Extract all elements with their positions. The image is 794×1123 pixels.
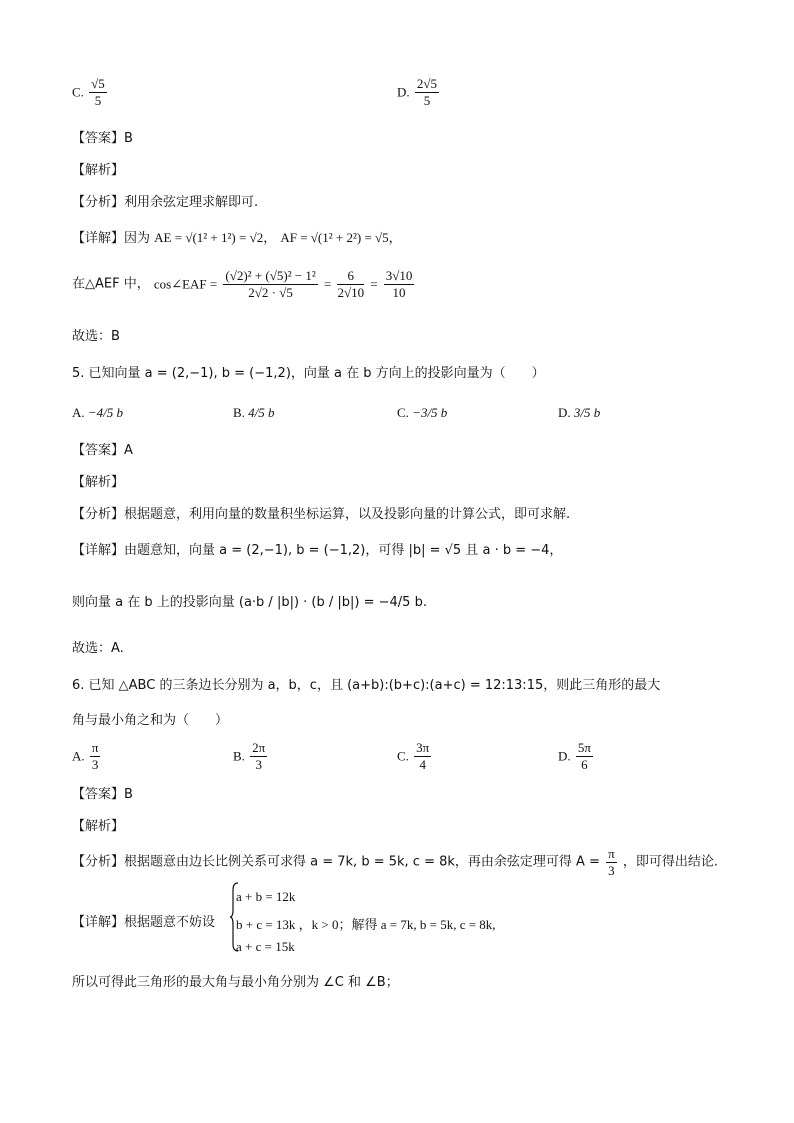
q4-cos-line	[72, 268, 416, 301]
option-d-numerator: 2√5	[416, 76, 438, 91]
q4-cos-fraction-3	[384, 268, 415, 301]
q6-system-eq-2: b + c = 13k ，k > 0；解得 a = 7k, b = 5k, c = 8k,	[236, 917, 496, 932]
q4-cos-fraction-2	[337, 268, 364, 301]
q4-cos-denominator: 2√2 · √5	[248, 285, 293, 300]
q6-stem-line-1: 6. 已知 △ABC 的三条边长分别为 a，b，c，且 (a+b):(b+c):(a+c) = 12:13:15，则此三角形的最大	[72, 678, 661, 693]
q4-cos-frac3-num: 3√10	[385, 268, 413, 283]
q4-cos-numerator: (√2)² + (√5)² − 1²	[225, 268, 316, 283]
q5-option-c	[397, 405, 447, 421]
q6-system-eq-1: a + b = 12k	[236, 889, 296, 904]
q5-choose: 故选：A.	[72, 641, 124, 656]
q5-option-a	[72, 405, 123, 421]
q5-option-b	[233, 405, 275, 421]
q4-cos-frac2-den: 2√10	[337, 285, 365, 300]
q5-option-b-value: 4/5 b	[248, 405, 275, 420]
q6-option-d-label: D.	[558, 748, 571, 764]
q4-ae-expression: AE = √(1² + 1²) = √2，	[154, 230, 277, 245]
q5-analysis-heading: 【解析】	[72, 475, 125, 490]
q6-option-c-fraction	[414, 740, 431, 773]
q6-system-eq-3: a + c = 15k	[236, 939, 295, 954]
equals-sign: =	[323, 276, 332, 292]
q4-choose: 故选：B	[72, 329, 120, 344]
q4-cos-frac3-den: 10	[392, 285, 406, 300]
q6-fenxi-frac-den: 3	[608, 863, 615, 878]
q5-option-a-label: A.	[72, 405, 85, 420]
q6-stem-line-2: 角与最小角之和为（ ）	[72, 713, 229, 728]
q5-detail: 【详解】由题意知，向量 a = (2,−1), b = (−1,2)，可得 |b| = √5 且 a · b = −4，	[72, 543, 563, 558]
q6-fenxi-fraction	[606, 846, 617, 879]
q4-triangle-prefix: 在△AEF 中，	[72, 276, 150, 292]
q4-cos-fraction	[223, 268, 317, 301]
q5-option-d-label: D.	[558, 405, 571, 420]
q6-option-d-den: 6	[581, 757, 588, 772]
q6-option-c	[397, 740, 433, 773]
q5-stem: 5. 已知向量 a = (2,−1), b = (−1,2)，向量 a 在 b 方向上的投影向量为（ ）	[72, 366, 545, 381]
q5-answer: 【答案】A	[72, 443, 133, 458]
q6-option-a-fraction	[90, 740, 101, 773]
option-d-fraction	[415, 76, 439, 109]
q4-detail-line	[72, 229, 402, 248]
q5-option-c-value: −3/5 b	[412, 405, 448, 420]
q6-option-b-label: B.	[233, 748, 245, 764]
q6-option-d	[558, 740, 595, 773]
q6-option-b	[233, 740, 269, 773]
q6-option-c-den: 4	[419, 757, 426, 772]
option-c-label: C.	[72, 84, 84, 100]
q5-projection: 则向量 a 在 b 上的投影向量 (a·b / |b|) · (b / |b|) = −4/5 b.	[72, 595, 427, 610]
q5-option-d-value: 3/5 b	[573, 405, 601, 420]
q6-option-a-label: A.	[72, 748, 85, 764]
q6-option-b-den: 3	[255, 757, 262, 772]
q6-answer: 【答案】B	[72, 787, 133, 802]
q6-fenxi-line	[72, 846, 718, 879]
option-c-denominator: 5	[94, 93, 102, 108]
q5-option-a-value: −4/5 b	[87, 405, 124, 420]
option-c-numerator: √5	[91, 76, 105, 91]
q4-analysis-heading: 【解析】	[72, 163, 125, 178]
q6-option-d-fraction	[576, 740, 593, 773]
q5-option-d	[558, 405, 600, 421]
q6-option-d-num: 5π	[577, 740, 591, 755]
q5-option-b-label: B.	[233, 405, 245, 420]
q6-detail-heading: 【详解】根据题意不妨设	[72, 915, 216, 930]
option-c	[72, 76, 109, 109]
q6-option-c-num: 3π	[416, 740, 430, 755]
q6-fenxi-text: 【分析】根据题意由边长比例关系可求得 a = 7k, b = 5k, c = 8k，再由余弦定理可得 A =	[72, 854, 600, 870]
q5-fenxi: 【分析】根据题意，利用向量的数量积坐标运算，以及投影向量的计算公式，即可求解.	[72, 507, 571, 522]
q4-answer: 【答案】B	[72, 131, 133, 146]
q6-option-b-num: 2π	[252, 740, 266, 755]
q6-option-b-fraction	[250, 740, 267, 773]
q6-conclusion: 所以可得此三角形的最大角与最小角分别为 ∠C 和 ∠B；	[72, 975, 399, 990]
q6-option-a-num: π	[91, 740, 99, 755]
q6-option-a-den: 3	[91, 757, 99, 772]
q6-analysis-heading: 【解析】	[72, 819, 125, 834]
option-d-denominator: 5	[423, 93, 431, 108]
q6-fenxi-frac-num: π	[608, 846, 615, 861]
option-c-fraction	[89, 76, 107, 109]
q4-detail-heading: 【详解】因为	[72, 231, 151, 246]
equals-sign: =	[370, 276, 378, 292]
q4-cos-label: cos∠EAF =	[153, 276, 218, 292]
q4-fenxi: 【分析】利用余弦定理求解即可.	[72, 195, 259, 210]
q5-option-c-label: C.	[397, 405, 409, 420]
option-d	[397, 76, 441, 109]
q4-cos-frac2-num: 6	[337, 268, 364, 285]
option-d-label: D.	[397, 84, 410, 100]
q6-option-a	[72, 740, 102, 773]
q4-af-expression: AF = √(1² + 2²) = √5，	[280, 230, 402, 245]
q6-fenxi-tail: ，即可得出结论.	[622, 854, 718, 870]
q6-option-c-label: C.	[397, 748, 409, 764]
